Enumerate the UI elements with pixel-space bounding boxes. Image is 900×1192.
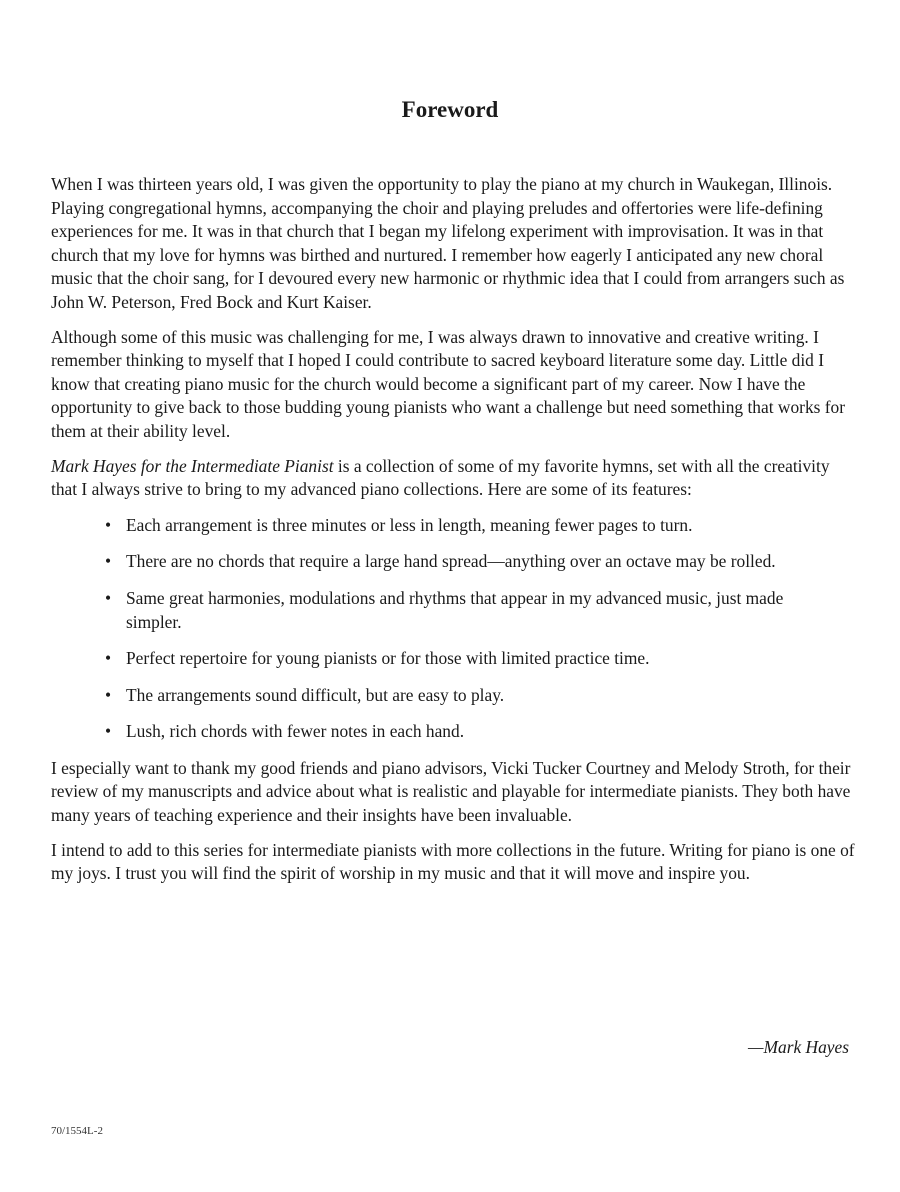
feature-text: The arrangements sound difficult, but are easy to play. bbox=[126, 684, 505, 705]
list-item bbox=[105, 587, 806, 634]
bullet-icon: • bbox=[105, 551, 112, 572]
catalog-code: 70/1554L-2 bbox=[51, 1125, 103, 1137]
paragraph-future: I intend to add to this series for intermediate pianists with more collections in the future. Writing for piano is one of my joys. I trust you will find the spirit of worship in my music and that it will move and inspire you. bbox=[51, 839, 855, 884]
bullet-icon: • bbox=[105, 514, 112, 535]
paragraph-thanks: I especially want to thank my good friends and piano advisors, Vicki Tucker Courtney and Melody Stroth, for their review of my manuscripts and advice about what is realistic and playable for intermediate pianists. They both have many years of teaching experience and their insights have been invaluable. bbox=[51, 757, 851, 826]
list-item bbox=[105, 720, 806, 744]
paragraph-childhood: When I was thirteen years old, I was given the opportunity to play the piano at my church in Waukegan, Illinois. Playing congregational hymns, accompanying the choir and playing preludes and offertories were life-defining experiences for me. It was in that church that I began my lifelong experiment with improvisation. It was in that church that my love for hymns was birthed and nurtured. I remember how eagerly I anticipated any new choral music that the choir sang, for I devoured every new harmonic or rhythmic idea that I could from arrangers such as John W. Peterson, Fred Bock and Kurt Kaiser. bbox=[51, 174, 845, 312]
features-list bbox=[51, 514, 857, 744]
feature-text: There are no chords that require a large hand spread—anything over an octave may be rolled. bbox=[126, 551, 776, 572]
foreword-body bbox=[51, 173, 857, 897]
list-item bbox=[105, 550, 806, 574]
paragraph-inspiration: Although some of this music was challenging for me, I was always drawn to innovative and creative writing. I remember thinking to myself that I hoped I could contribute to sacred keyboard literature some day. Little did I know that creating piano music for the church would become a significant part of my career. Now I have the opportunity to give back to those budding young pianists who want a challenge but need something that works for them at their ability level. bbox=[51, 326, 846, 441]
bullet-icon: • bbox=[105, 648, 112, 669]
list-item bbox=[105, 684, 806, 708]
list-item bbox=[105, 514, 806, 538]
paragraph-collection-intro bbox=[51, 455, 857, 502]
bullet-icon: • bbox=[105, 684, 112, 705]
list-item bbox=[105, 647, 806, 671]
bullet-icon: • bbox=[105, 721, 112, 742]
author-signature: —Mark Hayes bbox=[748, 1037, 849, 1057]
bullet-icon: • bbox=[105, 587, 112, 608]
page-title: Foreword bbox=[401, 97, 499, 122]
feature-text: Each arrangement is three minutes or less in length, meaning fewer pages to turn. bbox=[126, 514, 693, 535]
book-title: Mark Hayes for the Intermediate Pianist bbox=[51, 455, 334, 476]
collection-intro-text: is a collection of some of my favorite hymns, set with all the creativity that I always strive to bring to my advanced piano collections. Here are some of its features: bbox=[51, 455, 830, 500]
feature-text: Same great harmonies, modulations and rhythms that appear in my advanced music, just made simpler. bbox=[126, 587, 784, 632]
feature-text: Lush, rich chords with fewer notes in each hand. bbox=[126, 721, 465, 742]
feature-text: Perfect repertoire for young pianists or for those with limited practice time. bbox=[126, 648, 650, 669]
